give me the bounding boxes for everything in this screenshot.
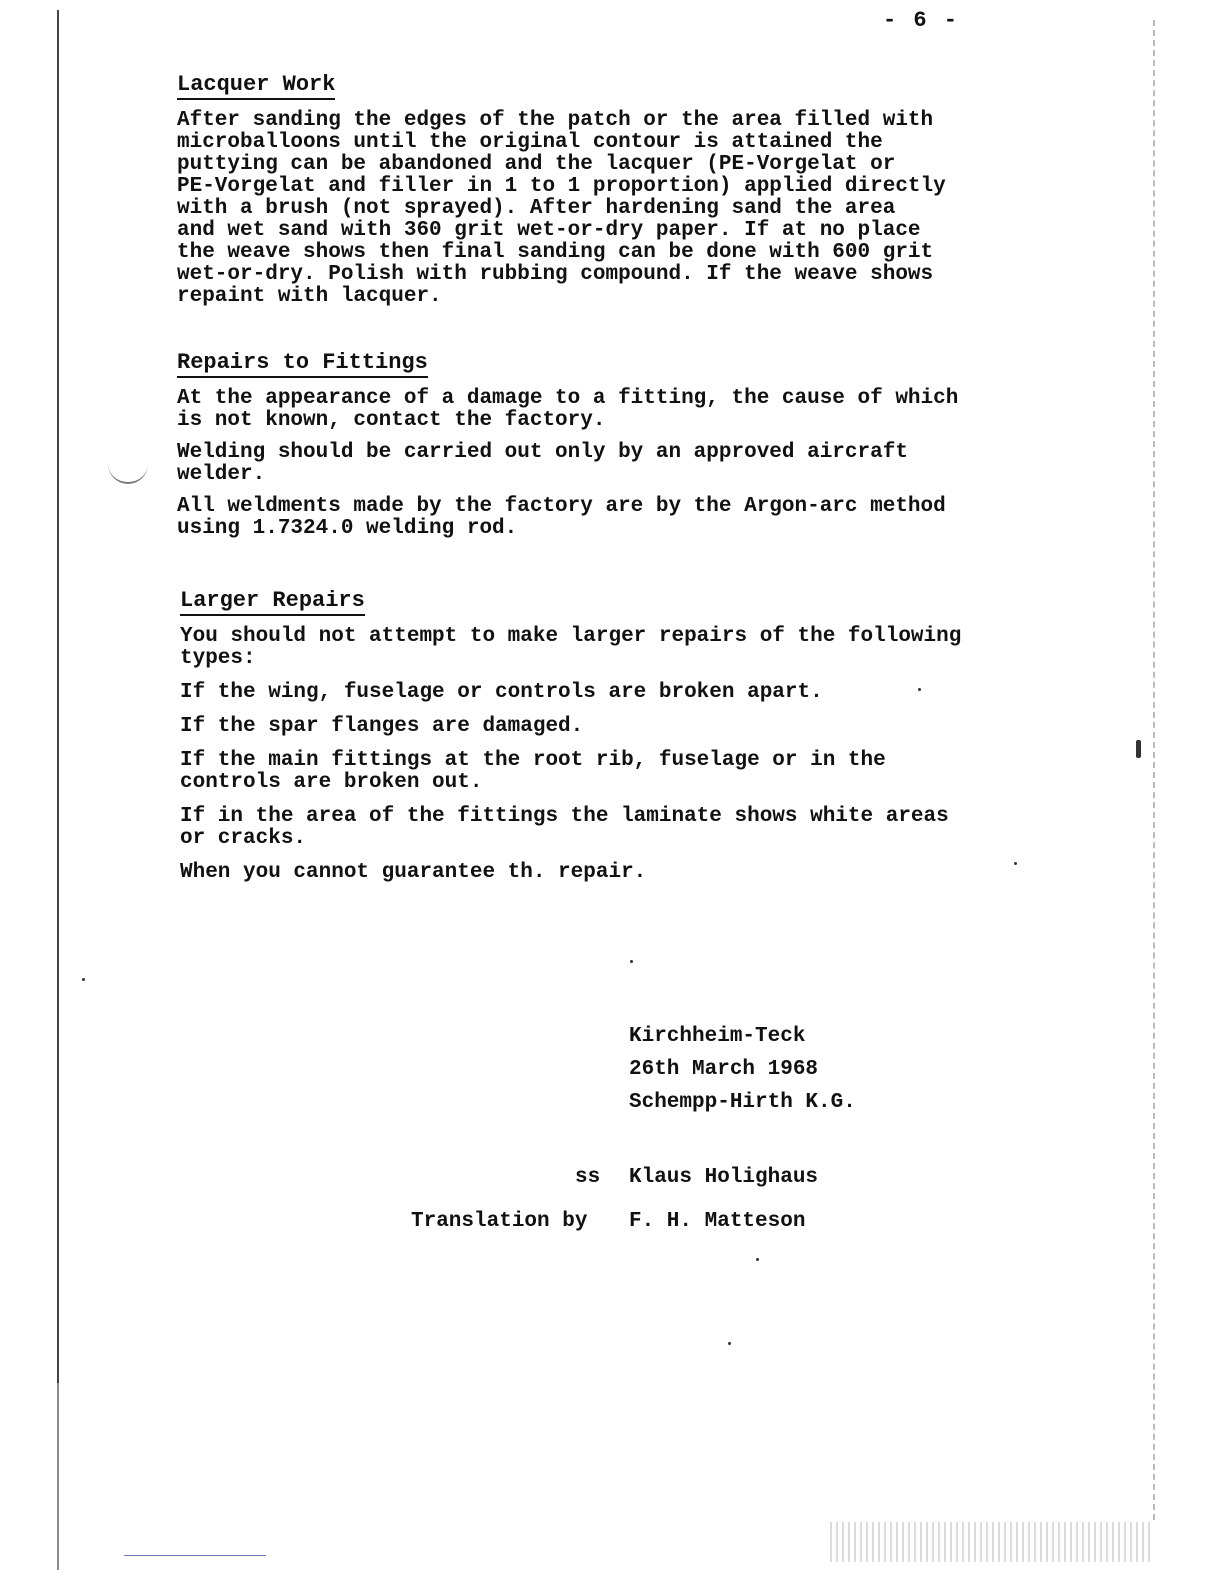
list-item: If the wing, fuselage or controls are broken apart.: [180, 681, 823, 704]
section-repairs-to-fittings: [177, 350, 1037, 550]
signature-place: Kirchheim-Teck: [629, 1025, 806, 1048]
list-item: If the spar flanges are damaged.: [180, 715, 584, 738]
list-item: If in the area of the fittings the laminate shows white areas or cracks.: [180, 805, 949, 850]
section-heading: Larger Repairs: [180, 588, 365, 616]
signature-date: 26th March 1968: [629, 1058, 819, 1081]
scan-bottom-line: [124, 1555, 266, 1556]
scan-speck: [756, 1258, 759, 1261]
ss-label: ss: [575, 1166, 601, 1189]
signer-name: Klaus Holighaus: [629, 1166, 819, 1189]
section-heading: Repairs to Fittings: [177, 350, 428, 378]
paragraph: At the appearance of a damage to a fitting, the cause of which is not known, contact the factory.: [177, 387, 959, 432]
scan-speck: [728, 1342, 731, 1345]
list-item: If the main fittings at the root rib, fuselage or in the controls are broken out.: [180, 749, 886, 794]
paragraph: All weldments made by the factory are by the Argon-arc method using 1.7324.0 welding rod.: [177, 495, 946, 540]
section-heading: Lacquer Work: [177, 72, 335, 100]
scan-right-edge: [1153, 20, 1155, 1520]
paragraph: After sanding the edges of the patch or the area filled with microballoons until the original contour is attained the puttying can be abandoned and the lacquer (PE-Vorgelat or PE-Vorgelat and filler in 1 to 1 proportion) applied directly with a brush (not sprayed). After hardening sand the area and wet sand with 360 grit wet-or-dry paper. If at no place the weave shows then final sanding can be done with 600 grit wet-or-dry. Polish with rubbing compound. If the weave shows repaint with lacquer.: [177, 109, 946, 308]
scan-left-edge: [57, 10, 59, 1570]
scan-speck: [1136, 740, 1141, 758]
scan-speck: [630, 960, 633, 963]
signature-company: Schempp-Hirth K.G.: [629, 1091, 856, 1114]
signature-block: [629, 1020, 856, 1119]
margin-pencil-mark: [108, 452, 148, 484]
paragraph: Welding should be carried out only by an approved aircraft welder.: [177, 441, 908, 486]
translation-label: Translation by: [411, 1210, 588, 1233]
section-lacquer-work: [177, 72, 1037, 318]
scan-speck: [82, 978, 85, 981]
list-item: When you cannot guarantee th. repair.: [180, 861, 647, 884]
scan-bottom-noise: [830, 1522, 1152, 1562]
translator-name: F. H. Matteson: [629, 1210, 806, 1233]
paragraph: You should not attempt to make larger repairs of the following types:: [180, 625, 962, 670]
section-larger-repairs: [180, 588, 1040, 896]
page-number: - 6 -: [883, 8, 960, 33]
